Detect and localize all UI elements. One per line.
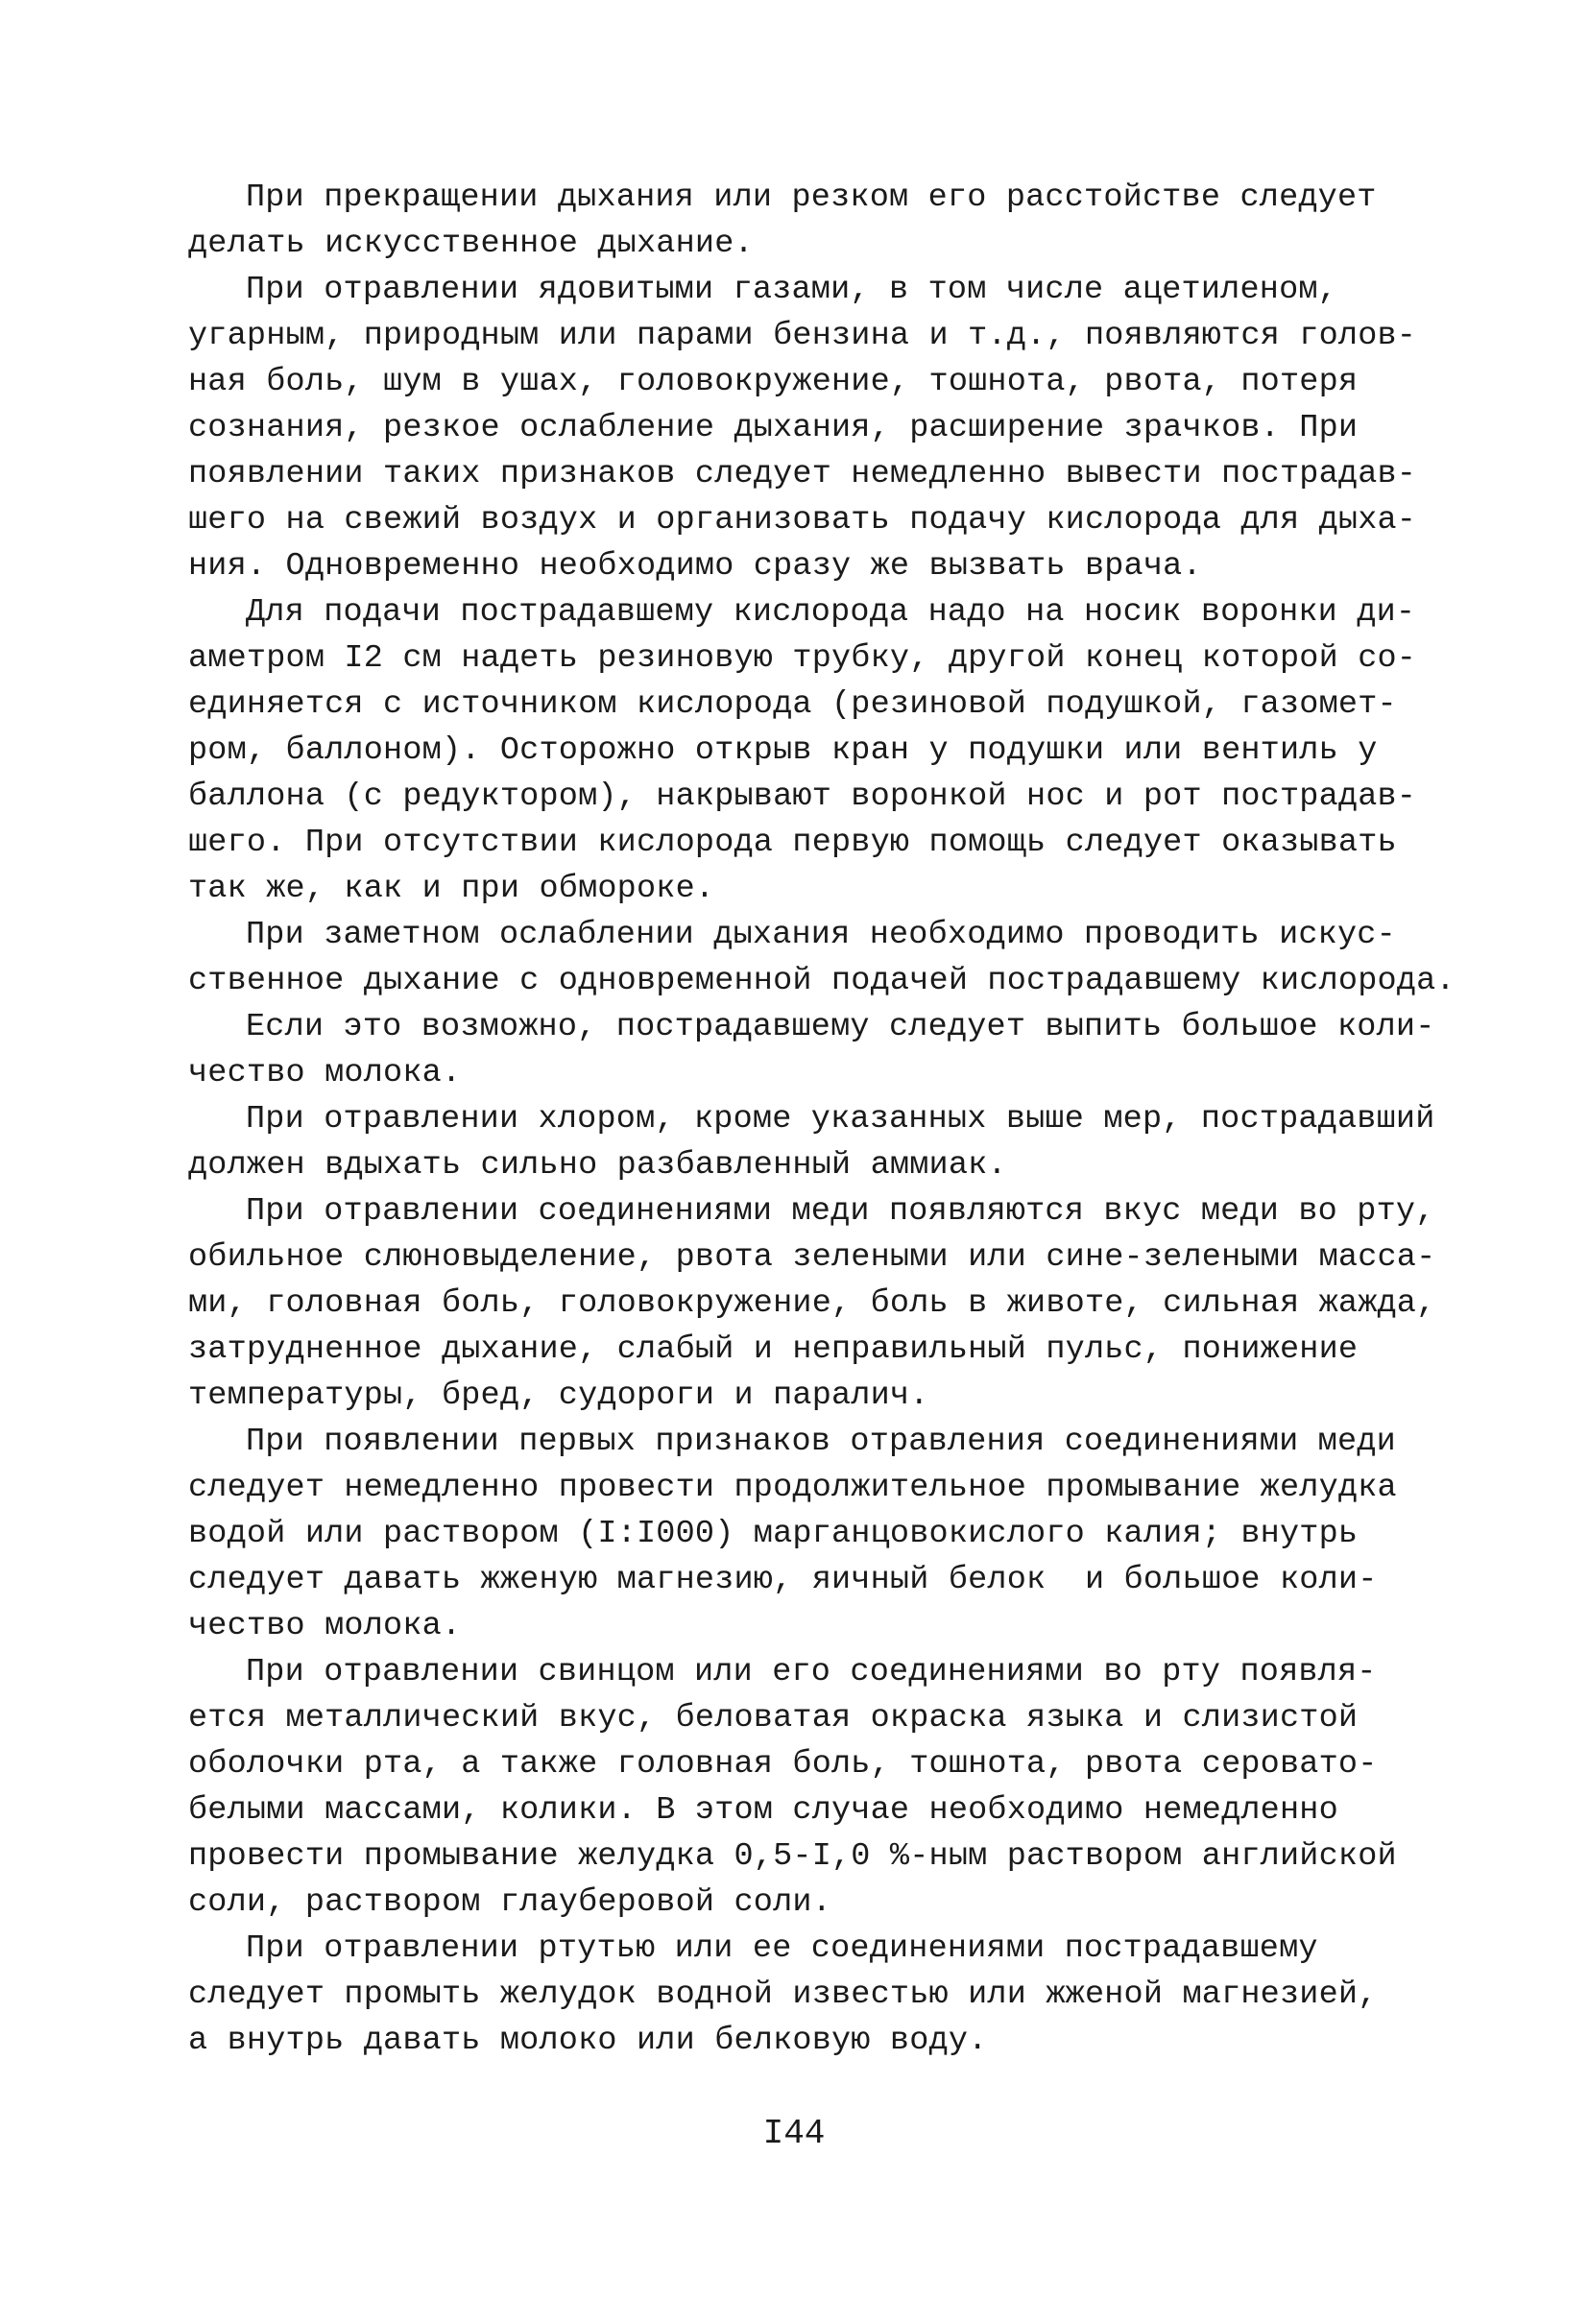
text-line: следует немедленно провести продолжительное промывание желудка <box>188 1470 1397 1506</box>
text-line: аметром I2 см надеть резиновую трубку, другой конец которой со- <box>188 640 1417 677</box>
text-line: провести промывание желудка 0,5-I,0 %-ным раствором английской <box>188 1838 1397 1875</box>
paragraph <box>188 1188 1436 1419</box>
text-line: ния. Одновременно необходимо сразу же вызвать врача. <box>188 548 1202 585</box>
text-line: затрудненное дыхание, слабый и неправильный пульс, понижение <box>188 1331 1359 1368</box>
paragraph <box>188 589 1436 912</box>
text-line: При отравлении соединениями меди появляются вкус меди во рту, <box>246 1193 1435 1230</box>
text-line: обильное слюновыделение, рвота зелеными или сине-зелеными масса- <box>188 1239 1436 1276</box>
body-text <box>188 175 1456 2064</box>
text-line: Если это возможно, пострадавшему следует выпить большое коли- <box>246 1009 1435 1045</box>
text-line: Для подачи пострадавшему кислорода надо на носик воронки ди- <box>246 594 1416 631</box>
text-line: чество молока. <box>188 1608 462 1644</box>
text-line: шего. При отсутствии кислорода первую помощь следует оказывать <box>188 825 1397 861</box>
text-line: так же, как и при обмороке. <box>188 871 715 907</box>
text-line: следует давать жженую магнезию, яичный белок и большое коли- <box>188 1562 1378 1598</box>
text-line: появлении таких признаков следует немедленно вывести пострадав- <box>188 456 1417 492</box>
text-line: шего на свежий воздух и организовать подачу кислорода для дыха- <box>188 502 1417 539</box>
text-line: ется металлический вкус, беловатая окраска языка и слизистой <box>188 1700 1359 1737</box>
paragraph <box>188 1926 1436 2064</box>
text-line: температуры, бред, судороги и паралич. <box>188 1378 929 1414</box>
text-line: соли, раствором глауберовой соли. <box>188 1884 832 1921</box>
text-line: а внутрь давать молоко или белковую воду. <box>188 2023 988 2059</box>
text-line: оболочки рта, а также головная боль, тошнота, рвота серовато- <box>188 1746 1378 1783</box>
text-line: чество молока. <box>188 1055 462 1091</box>
text-line: водой или раствором (I:I000) марганцовокислого калия; внутрь <box>188 1516 1359 1552</box>
text-line: делать искусственное дыхание. <box>188 226 754 262</box>
paragraph <box>188 1004 1436 1096</box>
text-line: ная боль, шум в ушах, головокружение, тошнота, рвота, потеря <box>188 364 1359 400</box>
text-line: При отравлении ядовитыми газами, в том числе ацетиленом, <box>246 272 1337 308</box>
paragraph <box>188 912 1456 1004</box>
paragraph <box>188 267 1436 589</box>
paragraph <box>188 1096 1436 1188</box>
paragraph <box>188 1649 1436 1926</box>
text-line: При отравлении хлором, кроме указанных выше мер, пострадавший <box>246 1101 1435 1138</box>
text-line: При заметном ослаблении дыхания необходимо проводить искус- <box>246 917 1396 953</box>
text-line: единяется с источником кислорода (резиновой подушкой, газомет- <box>188 686 1397 723</box>
text-line: При отравлении свинцом или его соединениями во рту появля- <box>246 1654 1377 1690</box>
text-line: сознания, резкое ослабление дыхания, расширение зрачков. При <box>188 410 1359 446</box>
text-line: следует промыть желудок водной известью или жженой магнезией, <box>188 1977 1378 2013</box>
text-line: ром, баллоном). Осторожно открыв кран у подушки или вентиль у <box>188 732 1378 769</box>
text-line: ственное дыхание с одновременной подачей пострадавшему кислорода. <box>188 963 1456 999</box>
text-line: При появлении первых признаков отравления соединениями меди <box>246 1424 1396 1460</box>
paragraph <box>188 175 1436 267</box>
text-line: белыми массами, колики. В этом случае необходимо немедленно <box>188 1792 1338 1829</box>
text-line: ми, головная боль, головокружение, боль в животе, сильная жажда, <box>188 1285 1436 1322</box>
paragraph <box>188 1419 1436 1649</box>
text-line: угарным, природным или парами бензина и т.д., появляются голов- <box>188 318 1417 354</box>
text-line: баллона (с редуктором), накрывают воронкой нос и рот пострадав- <box>188 779 1417 815</box>
text-line: При отравлении ртутью или ее соединениями пострадавшему <box>246 1930 1318 1967</box>
page-number: I44 <box>762 2114 826 2153</box>
text-line: должен вдыхать сильно разбавленный аммиак. <box>188 1147 1007 1184</box>
text-line: При прекращении дыхания или резком его расстойстве следует <box>246 180 1377 216</box>
